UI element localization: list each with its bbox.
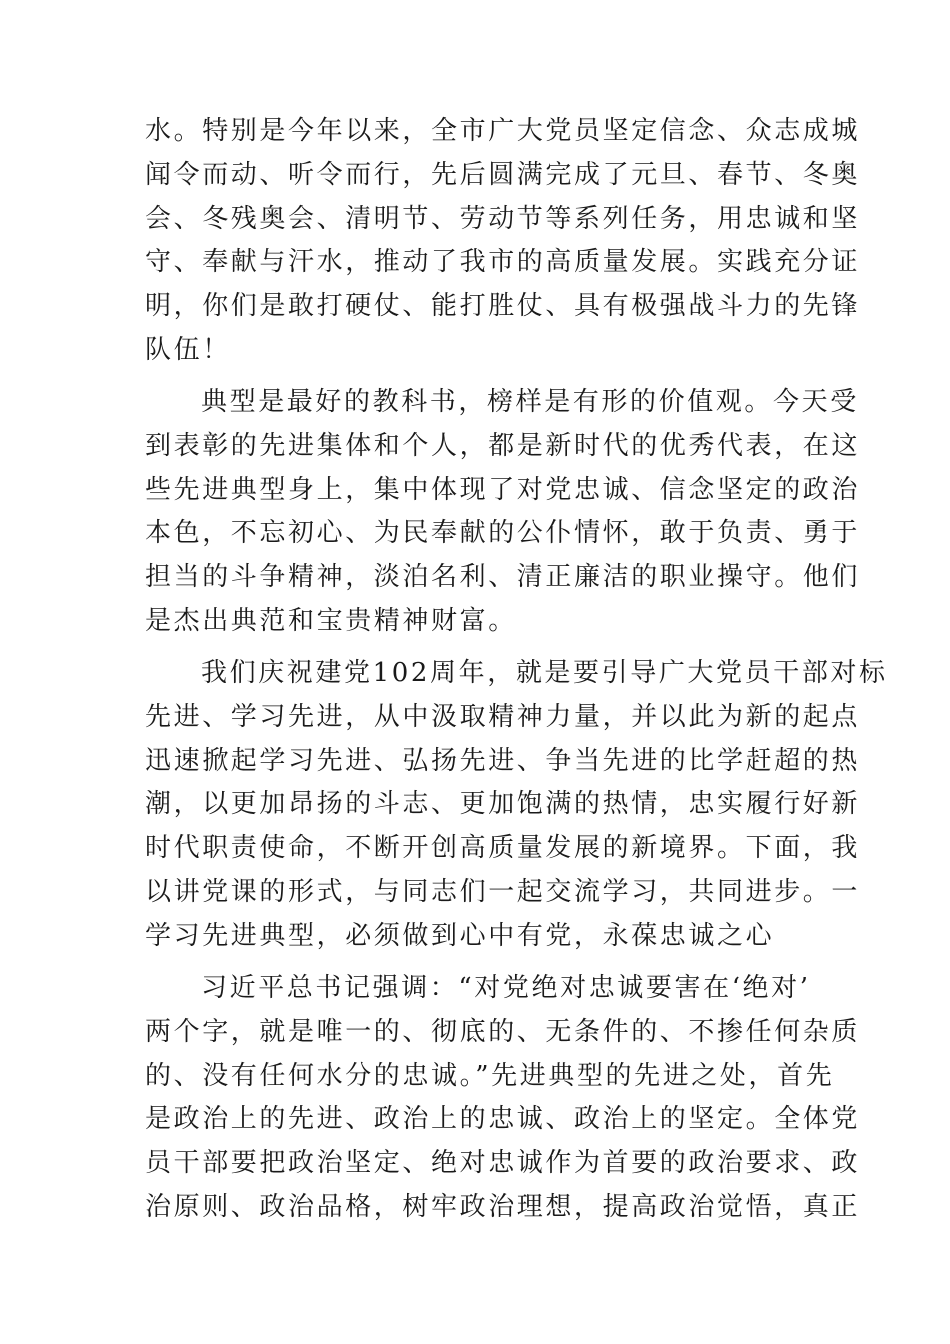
paragraph-line: 到表彰的先进集体和个人，都是新时代的优秀代表，在这: [145, 430, 861, 461]
paragraph-line: 本色，不忘初心、为民奉献的公仆情怀，敢于负责、勇于: [145, 518, 861, 549]
paragraph-line: 迅速掀起学习先进、弘扬先进、争当先进的比学赶超的热: [145, 745, 861, 776]
paragraph-line: 潮，以更加昂扬的斗志、更加饱满的热情，忠实履行好新: [145, 789, 861, 820]
paragraph-line: 闻令而动、听令而行，先后圆满完成了元旦、春节、冬奥: [145, 159, 861, 190]
paragraph-line: 习近平总书记强调：“对党绝对忠诚要害在‘绝对’: [201, 973, 811, 1003]
paragraph-line: 两个字，就是唯一的、彻底的、无条件的、不掺任何杂质: [145, 1016, 861, 1047]
paragraph-line: 是政治上的先进、政治上的忠诚、政治上的坚定。全体党: [145, 1104, 861, 1135]
paragraph-line: 我们庆祝建党102周年，就是要引导广大党员干部对标: [201, 658, 888, 688]
paragraph-line: 以讲党课的形式，与同志们一起交流学习，共同进步。一: [145, 876, 861, 907]
paragraph-line: 队伍！: [145, 334, 231, 365]
paragraph-line: 守、奉献与汗水，推动了我市的高质量发展。实践充分证: [145, 247, 861, 278]
paragraph-line: 先进、学习先进，从中汲取精神力量，并以此为新的起点: [145, 701, 861, 732]
paragraph-line: 些先进典型身上，集中体现了对党忠诚、信念坚定的政治: [145, 474, 861, 505]
paragraph-line: 典型是最好的教科书，榜样是有形的价值观。今天受: [201, 387, 859, 417]
paragraph-line: 员干部要把政治坚定、绝对忠诚作为首要的政治要求、政: [145, 1148, 861, 1179]
paragraph-line: 明，你们是敢打硬仗、能打胜仗、具有极强战斗力的先锋: [145, 291, 861, 322]
paragraph-3: [145, 652, 888, 959]
paragraph-2: [145, 381, 861, 644]
paragraph-1: [145, 110, 861, 373]
paragraph-4: [145, 967, 861, 1230]
paragraph-line: 学习先进典型，必须做到心中有党，永葆忠诚之心: [145, 920, 775, 951]
paragraph-line: 是杰出典范和宝贵精神财富。: [145, 605, 517, 636]
paragraph-line: 会、冬残奥会、清明节、劳动节等系列任务，用忠诚和坚: [145, 203, 861, 234]
paragraph-line: 治原则、政治品格，树牢政治理想，提高政治觉悟，真正: [145, 1191, 861, 1222]
paragraph-line: 水。特别是今年以来，全市广大党员坚定信念、众志成城: [145, 116, 861, 146]
paragraph-line: 的、没有任何水分的忠诚。”先进典型的先进之处，首先: [145, 1060, 835, 1091]
paragraph-line: 时代职责使命，不断开创高质量发展的新境界。下面，我: [145, 833, 861, 864]
paragraph-line: 担当的斗争精神，淡泊名利、清正廉洁的职业操守。他们: [145, 562, 861, 593]
